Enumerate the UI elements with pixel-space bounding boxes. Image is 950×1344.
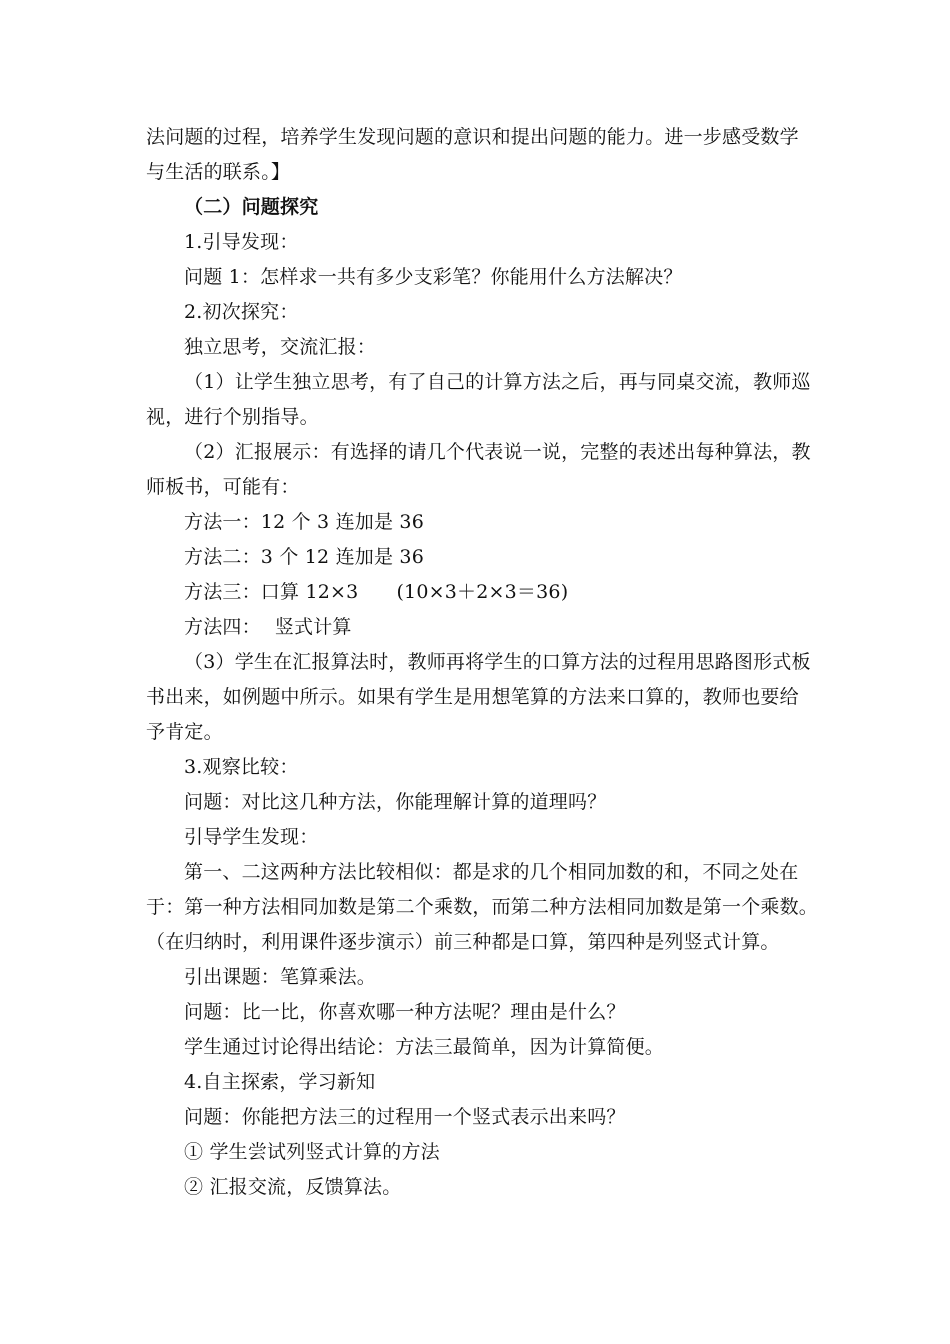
paragraph-line: 予肯定。 bbox=[146, 721, 223, 743]
paragraph-line: 第一、二这两种方法比较相似：都是求的几个相同加数的和，不同之处在 bbox=[184, 861, 799, 883]
paragraph-line: 于：第一种方法相同加数是第二个乘数，而第二种方法相同加数是第一个乘数。 bbox=[146, 896, 819, 918]
paragraph-line: （1）让学生独立思考，有了自己的计算方法之后，再与同桌交流，教师巡 bbox=[184, 371, 811, 393]
method-four-label: 方法四： bbox=[184, 616, 261, 638]
paragraph-line: 书出来，如例题中所示。如果有学生是用想笔算的方法来口算的，教师也要给 bbox=[146, 686, 799, 708]
paragraph-line: （在归纳时，利用课件逐步演示）前三种都是口算，第四种是列竖式计算。 bbox=[146, 931, 780, 953]
method-line bbox=[146, 575, 811, 610]
paragraph-line: 问题：你能把方法三的过程用一个竖式表示出来吗？ bbox=[184, 1106, 626, 1128]
paragraph-line: 独立思考，交流汇报： bbox=[184, 336, 377, 358]
step-heading: 3.观察比较： bbox=[184, 756, 299, 778]
step-heading: 4.自主探索，学习新知 bbox=[184, 1071, 376, 1093]
method-four-text: 竖式计算 bbox=[274, 616, 352, 638]
paragraph-line: 视，进行个别指导。 bbox=[146, 406, 319, 428]
list-item: ② 汇报交流，反馈算法。 bbox=[184, 1176, 402, 1198]
step-heading: 2.初次探究： bbox=[184, 301, 299, 323]
paragraph-line: 引出课题：笔算乘法。 bbox=[184, 966, 377, 988]
paragraph-line: （2）汇报展示：有选择的请几个代表说一说，完整的表述出每种算法，教 bbox=[184, 441, 811, 463]
paragraph-line: 与生活的联系。】 bbox=[146, 161, 291, 183]
method-line: 方法一：12 个 3 连加是 36 bbox=[184, 511, 425, 533]
document-body bbox=[146, 120, 819, 1205]
method-line bbox=[146, 610, 811, 645]
paragraph-line: 问题：比一比，你喜欢哪一种方法呢？理由是什么？ bbox=[184, 1001, 626, 1023]
step-heading: 1.引导发现： bbox=[184, 231, 299, 253]
section-heading: （二）问题探究 bbox=[184, 196, 319, 218]
method-line: 方法二：3 个 12 连加是 36 bbox=[184, 546, 425, 568]
method-three-label: 方法三：口算 12×3 bbox=[184, 581, 359, 603]
paragraph-line: （3）学生在汇报算法时，教师再将学生的口算方法的过程用思路图形式板 bbox=[184, 651, 811, 673]
method-three-expression: (10×3＋2×3＝36) bbox=[396, 581, 569, 603]
paragraph-line: 问题：对比这几种方法，你能理解计算的道理吗？ bbox=[184, 791, 607, 813]
paragraph-line: 法问题的过程，培养学生发现问题的意识和提出问题的能力。进一步感受数学 bbox=[146, 126, 799, 148]
paragraph-line: 学生通过讨论得出结论：方法三最简单，因为计算简便。 bbox=[184, 1036, 665, 1058]
paragraph-line: 引导学生发现： bbox=[184, 826, 319, 848]
paragraph-line: 师板书，可能有： bbox=[146, 476, 300, 498]
list-item: ① 学生尝试列竖式计算的方法 bbox=[184, 1141, 440, 1163]
paragraph-line: 问题 1：怎样求一共有多少支彩笔？你能用什么方法解决？ bbox=[184, 266, 683, 288]
